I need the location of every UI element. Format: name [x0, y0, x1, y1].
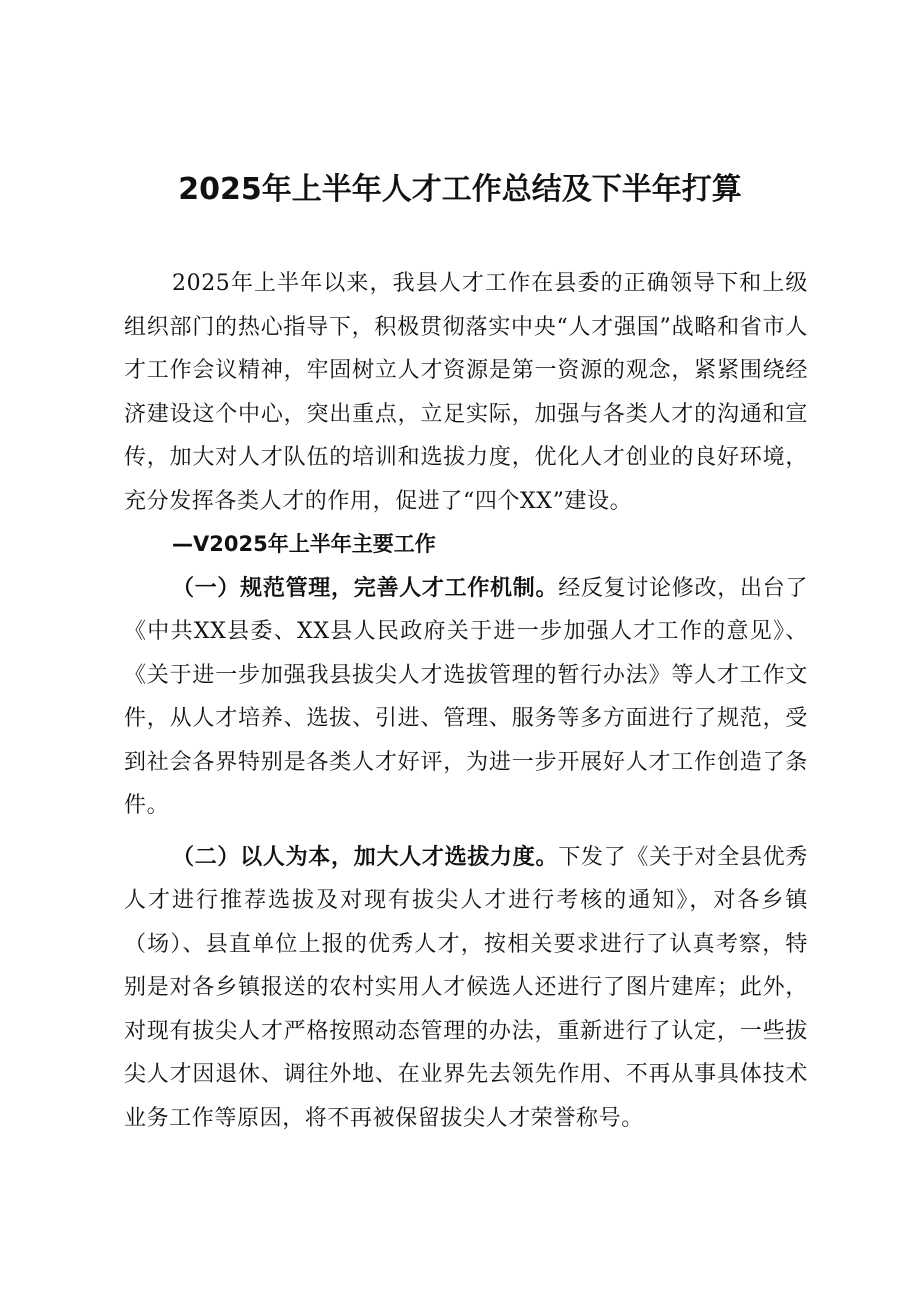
- item-lead-2: （二）以人为本，加大人才选拔力度。: [172, 844, 559, 870]
- section-heading: —V2025年上半年主要工作: [172, 532, 436, 556]
- item-paragraph-1: [124, 567, 808, 828]
- item-text-1: 经反复讨论修改，出台了《中共XX县委、XX县人民政府关于进一步加强人才工作的意见》、《关于进一步加强我县拔尖人才选拔管理的暂行办法》等人才工作文件，从人才培养、选拔、引进、管理、服务等多方面进行了规范，受到社会各界特别是各类人才好评，为进一步开展好人才工作创造了条件。: [124, 575, 809, 818]
- item-text-2: 下发了《关于对全县优秀人才进行推荐选拔及对现有拔尖人才进行考核的通知》，对各乡镇（场）、县直单位上报的优秀人才，按相关要求进行了认真考察，特别是对各乡镇报送的农村实用人才候选人还进行了图片建库；此外，对现有拔尖人才严格按照动态管理的办法，重新进行了认定，一些拔尖人才因退休、调往外地、在业界先去领先作用、不再从事具体技术业务工作等原因，将不再被保留拔尖人才荣誉称号。: [124, 844, 809, 1131]
- paragraph-gap: [124, 828, 808, 836]
- document-body: [124, 262, 808, 1140]
- document-title: 2025年上半年人才工作总结及下半年打算: [178, 172, 742, 207]
- item-paragraph-2: [124, 836, 808, 1141]
- intro-paragraph: 2025年上半年以来，我县人才工作在县委的正确领导下和上级组织部门的热心指导下，积极贯彻落实中央“人才强国”战略和省市人才工作会议精神，牢固树立人才资源是第一资源的观念，紧紧围绕经济建设这个中心，突出重点，立足实际，加强与各类人才的沟通和宣传，加大对人才队伍的培训和选拔力度，优化人才创业的良好环境，充分发挥各类人才的作用，促进了“四个XX”建设。: [124, 271, 808, 514]
- item-lead-1: （一）规范管理，完善人才工作机制。: [172, 575, 559, 601]
